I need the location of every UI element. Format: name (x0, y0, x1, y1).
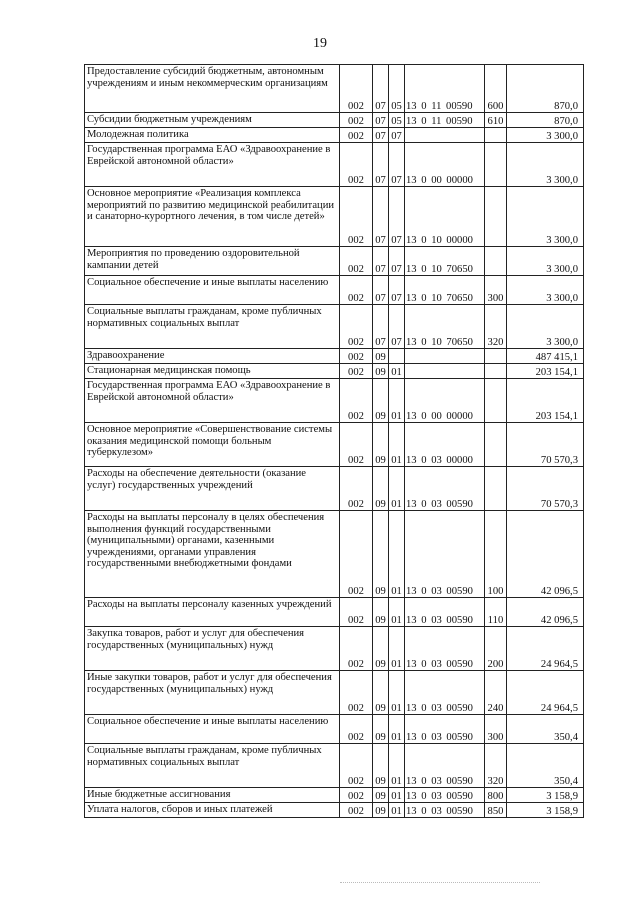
row-sum: 24 964,5 (507, 627, 584, 671)
row-name: Основное мероприятие «Реализация комплекса мероприятий по развитию медицинской реабилитации и санаторно-курортного лечения, в том числе детей» (85, 187, 340, 247)
table-row (85, 364, 584, 379)
row-vr: 600 (485, 65, 507, 113)
row-sum: 870,0 (507, 113, 584, 128)
row-rz: 09 (373, 423, 389, 467)
row-pr: 07 (389, 247, 405, 276)
row-ved: 002 (340, 598, 373, 627)
table-row (85, 744, 584, 788)
table-row (85, 715, 584, 744)
row-pr: 01 (389, 788, 405, 803)
row-vr: 100 (485, 511, 507, 598)
table-row (85, 467, 584, 511)
row-csr: 13 0 03 00590 (405, 744, 485, 788)
row-vr: 240 (485, 671, 507, 715)
row-vr: 850 (485, 803, 507, 818)
row-sum: 350,4 (507, 715, 584, 744)
row-sum: 203 154,1 (507, 364, 584, 379)
table-row (85, 379, 584, 423)
row-name: Расходы на выплаты персоналу казенных учреждений (85, 598, 340, 627)
row-name: Социальное обеспечение и иные выплаты населению (85, 715, 340, 744)
row-ved: 002 (340, 744, 373, 788)
row-csr: 13 0 11 00590 (405, 65, 485, 113)
row-name: Государственная программа ЕАО «Здравоохранение в Еврейской автономной области» (85, 379, 340, 423)
table-row (85, 305, 584, 349)
row-ved: 002 (340, 305, 373, 349)
row-rz: 07 (373, 247, 389, 276)
row-sum: 70 570,3 (507, 467, 584, 511)
row-vr (485, 423, 507, 467)
row-csr: 13 0 10 70650 (405, 276, 485, 305)
row-rz: 07 (373, 143, 389, 187)
row-ved: 002 (340, 247, 373, 276)
row-sum: 3 300,0 (507, 187, 584, 247)
row-pr: 01 (389, 364, 405, 379)
row-sum: 3 300,0 (507, 128, 584, 143)
row-vr: 800 (485, 788, 507, 803)
row-name: Иные бюджетные ассигнования (85, 788, 340, 803)
row-pr: 01 (389, 423, 405, 467)
row-vr: 300 (485, 276, 507, 305)
row-name: Социальное обеспечение и иные выплаты населению (85, 276, 340, 305)
table-row (85, 143, 584, 187)
row-csr: 13 0 10 00000 (405, 187, 485, 247)
row-pr: 01 (389, 511, 405, 598)
row-rz: 07 (373, 187, 389, 247)
row-name: Здравоохранение (85, 349, 340, 364)
row-csr (405, 349, 485, 364)
row-pr: 01 (389, 598, 405, 627)
table-row (85, 128, 584, 143)
row-pr (389, 349, 405, 364)
row-vr: 320 (485, 305, 507, 349)
row-sum: 487 415,1 (507, 349, 584, 364)
row-vr (485, 247, 507, 276)
row-sum: 42 096,5 (507, 598, 584, 627)
row-pr: 01 (389, 671, 405, 715)
table-row (85, 187, 584, 247)
row-ved: 002 (340, 467, 373, 511)
row-sum: 3 158,9 (507, 803, 584, 818)
row-rz: 09 (373, 627, 389, 671)
row-name: Закупка товаров, работ и услуг для обеспечения государственных (муниципальных) нужд (85, 627, 340, 671)
row-ved: 002 (340, 128, 373, 143)
row-vr: 200 (485, 627, 507, 671)
row-sum: 24 964,5 (507, 671, 584, 715)
budget-table-body (85, 65, 584, 818)
row-csr: 13 0 10 70650 (405, 305, 485, 349)
row-rz: 09 (373, 744, 389, 788)
table-row (85, 113, 584, 128)
row-name: Расходы на выплаты персоналу в целях обеспечения выполнения функций государственными (муниципальными) органами, казенными учреждениями, органами управления государственными внебюджетными фондами (85, 511, 340, 598)
row-ved: 002 (340, 65, 373, 113)
row-pr: 01 (389, 467, 405, 511)
row-pr: 07 (389, 128, 405, 143)
row-rz: 09 (373, 788, 389, 803)
row-csr: 13 0 10 70650 (405, 247, 485, 276)
row-rz: 09 (373, 715, 389, 744)
row-ved: 002 (340, 379, 373, 423)
row-csr (405, 364, 485, 379)
row-csr: 13 0 03 00590 (405, 803, 485, 818)
row-csr: 13 0 03 00590 (405, 671, 485, 715)
row-pr: 01 (389, 715, 405, 744)
table-row (85, 671, 584, 715)
table-row (85, 788, 584, 803)
row-rz: 07 (373, 113, 389, 128)
row-pr: 07 (389, 187, 405, 247)
row-ved: 002 (340, 627, 373, 671)
row-name: Уплата налогов, сборов и иных платежей (85, 803, 340, 818)
row-csr: 13 0 03 00590 (405, 715, 485, 744)
row-name: Мероприятия по проведению оздоровительной кампании детей (85, 247, 340, 276)
row-pr: 01 (389, 803, 405, 818)
row-sum: 3 300,0 (507, 143, 584, 187)
row-vr (485, 187, 507, 247)
row-vr (485, 467, 507, 511)
row-rz: 09 (373, 379, 389, 423)
row-name: Предоставление субсидий бюджетным, автономным учреждениям и иным некоммерческим организациям (85, 65, 340, 113)
row-vr (485, 364, 507, 379)
row-ved: 002 (340, 803, 373, 818)
row-rz: 07 (373, 128, 389, 143)
row-ved: 002 (340, 715, 373, 744)
row-ved: 002 (340, 349, 373, 364)
row-vr: 110 (485, 598, 507, 627)
row-pr: 07 (389, 305, 405, 349)
row-vr (485, 128, 507, 143)
row-name: Субсидии бюджетным учреждениям (85, 113, 340, 128)
row-ved: 002 (340, 511, 373, 598)
table-row (85, 598, 584, 627)
row-sum: 3 300,0 (507, 305, 584, 349)
row-csr (405, 128, 485, 143)
table-row (85, 423, 584, 467)
row-pr: 01 (389, 627, 405, 671)
row-vr: 300 (485, 715, 507, 744)
row-name: Стационарная медицинская помощь (85, 364, 340, 379)
row-vr (485, 143, 507, 187)
row-ved: 002 (340, 423, 373, 467)
row-rz: 09 (373, 511, 389, 598)
row-pr: 05 (389, 65, 405, 113)
row-ved: 002 (340, 276, 373, 305)
row-rz: 09 (373, 467, 389, 511)
row-vr (485, 379, 507, 423)
row-name: Иные закупки товаров, работ и услуг для обеспечения государственных (муниципальных) нужд (85, 671, 340, 715)
row-vr (485, 349, 507, 364)
row-name: Молодежная политика (85, 128, 340, 143)
table-row (85, 247, 584, 276)
row-sum: 42 096,5 (507, 511, 584, 598)
row-csr: 13 0 03 00000 (405, 423, 485, 467)
row-sum: 870,0 (507, 65, 584, 113)
row-vr: 320 (485, 744, 507, 788)
row-vr: 610 (485, 113, 507, 128)
table-row (85, 65, 584, 113)
row-name: Основное мероприятие «Совершенствование системы оказания медицинской помощи больным туберкулезом» (85, 423, 340, 467)
row-csr: 13 0 00 00000 (405, 143, 485, 187)
table-row (85, 627, 584, 671)
row-csr: 13 0 03 00590 (405, 467, 485, 511)
row-csr: 13 0 03 00590 (405, 598, 485, 627)
row-rz: 07 (373, 305, 389, 349)
row-csr: 13 0 03 00590 (405, 788, 485, 803)
table-row (85, 803, 584, 818)
row-ved: 002 (340, 788, 373, 803)
row-rz: 07 (373, 65, 389, 113)
table-row (85, 276, 584, 305)
row-sum: 3 300,0 (507, 247, 584, 276)
row-ved: 002 (340, 113, 373, 128)
row-rz: 09 (373, 349, 389, 364)
page-number: 19 (313, 36, 327, 51)
row-csr: 13 0 11 00590 (405, 113, 485, 128)
budget-table (84, 64, 584, 818)
row-ved: 002 (340, 143, 373, 187)
row-sum: 203 154,1 (507, 379, 584, 423)
row-rz: 09 (373, 598, 389, 627)
row-rz: 07 (373, 276, 389, 305)
row-ved: 002 (340, 187, 373, 247)
row-csr: 13 0 03 00590 (405, 627, 485, 671)
table-row (85, 511, 584, 598)
row-sum: 350,4 (507, 744, 584, 788)
row-ved: 002 (340, 364, 373, 379)
row-name: Социальные выплаты гражданам, кроме публичных нормативных социальных выплат (85, 744, 340, 788)
table-row (85, 349, 584, 364)
row-name: Государственная программа ЕАО «Здравоохранение в Еврейской автономной области» (85, 143, 340, 187)
row-name: Расходы на обеспечение деятельности (оказание услуг) государственных учреждений (85, 467, 340, 511)
row-csr: 13 0 03 00590 (405, 511, 485, 598)
row-csr: 13 0 00 00000 (405, 379, 485, 423)
row-name: Социальные выплаты гражданам, кроме публичных нормативных социальных выплат (85, 305, 340, 349)
row-sum: 3 158,9 (507, 788, 584, 803)
row-sum: 70 570,3 (507, 423, 584, 467)
row-pr: 01 (389, 744, 405, 788)
row-pr: 05 (389, 113, 405, 128)
scan-artifact-line (340, 882, 540, 883)
row-sum: 3 300,0 (507, 276, 584, 305)
row-ved: 002 (340, 671, 373, 715)
row-rz: 09 (373, 364, 389, 379)
row-pr: 07 (389, 276, 405, 305)
row-pr: 07 (389, 143, 405, 187)
row-pr: 01 (389, 379, 405, 423)
row-rz: 09 (373, 803, 389, 818)
row-rz: 09 (373, 671, 389, 715)
